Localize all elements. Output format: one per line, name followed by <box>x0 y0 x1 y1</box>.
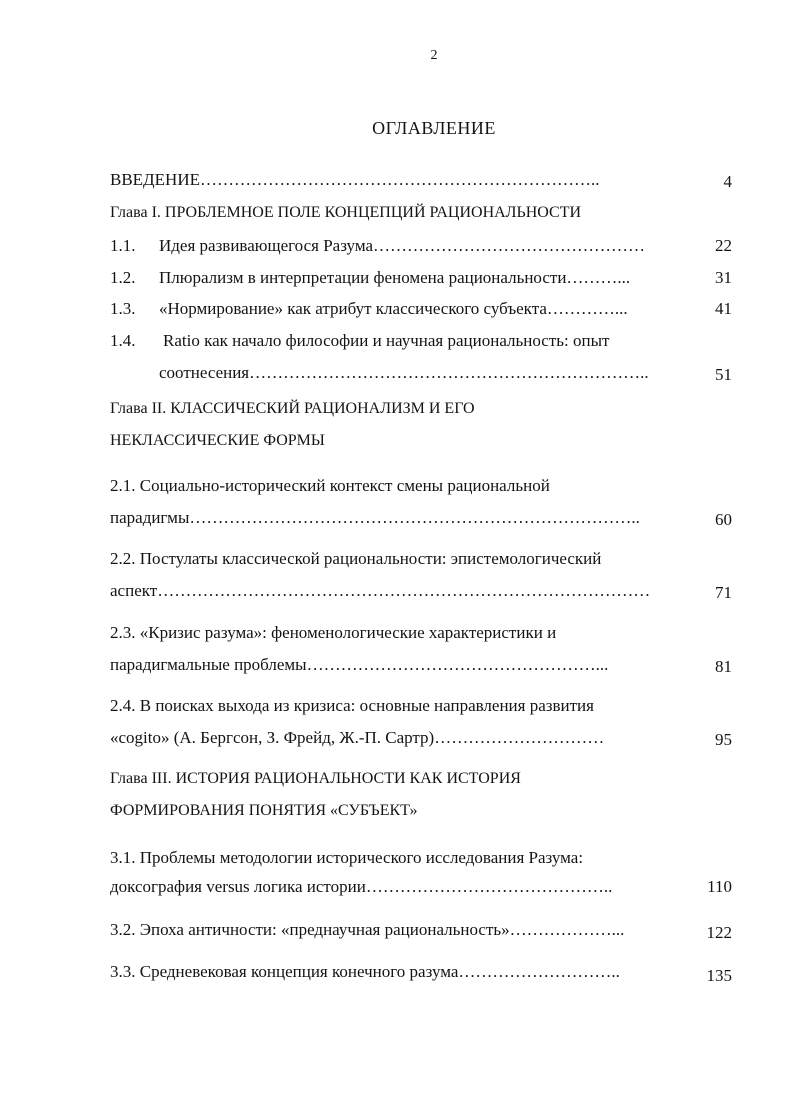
toc-chapter-heading-continued: ФОРМИРОВАНИЯ ПОНЯТИЯ «СУБЪЕКТ» <box>110 802 418 819</box>
toc-section-title: 2.1. Социально-исторический контекст смены рациональной <box>110 476 550 495</box>
toc-section-title: Плюрализм в интерпретации феномена рациональности………... <box>159 268 631 287</box>
toc-section-title: «Нормирование» как атрибут классического субъекта…………... <box>159 299 628 318</box>
toc-chapter-heading: Глава II. КЛАССИЧЕСКИЙ РАЦИОНАЛИЗМ И ЕГО <box>110 400 475 417</box>
toc-section-title-continued: парадигмы…………………………………………………………………….. <box>110 508 640 527</box>
toc-section-title: 3.3. Средневековая концепция конечного разума……………………….. <box>110 962 620 981</box>
toc-title: ОГЛАВЛЕНИЕ <box>372 118 496 138</box>
page-number: 2 <box>430 48 438 63</box>
toc-chapter-heading-continued: НЕКЛАССИЧЕСКИЕ ФОРМЫ <box>110 432 325 449</box>
toc-entry-introduction: ВВЕДЕНИЕ…………………………………………………………….. <box>110 170 600 189</box>
toc-page: 4 <box>723 172 732 191</box>
toc-section-title-continued: аспект…………………………………………………………………………… <box>110 581 651 600</box>
toc-page: 122 <box>706 923 732 942</box>
toc-section-number: 1.4. <box>110 331 136 350</box>
toc-page: 51 <box>715 365 732 384</box>
toc-section-title: 2.3. «Кризис разума»: феноменологические характеристики и <box>110 623 557 642</box>
toc-page: 135 <box>706 966 732 985</box>
toc-section-title: Ratio как начало философии и научная рациональность: опыт <box>163 331 610 350</box>
toc-section-title: 2.2. Постулаты классической рациональности: эпистемологический <box>110 549 602 568</box>
toc-section-title: Идея развивающегося Разума………………………………………… <box>159 236 646 255</box>
toc-section-title-continued: «cogito» (А. Бергсон, З. Фрейд, Ж.-П. Сартр)………………………… <box>110 728 605 747</box>
toc-section-title-continued: соотнесения…………………………………………………………….. <box>159 363 649 382</box>
toc-section-number: 1.3. <box>110 299 136 318</box>
toc-page: 22 <box>715 236 732 255</box>
toc-page: 31 <box>715 268 732 287</box>
toc-chapter-heading: Глава I. ПРОБЛЕМНОЕ ПОЛЕ КОНЦЕПЦИЙ РАЦИОНАЛЬНОСТИ <box>110 204 582 221</box>
toc-section-number: 1.1. <box>110 236 136 255</box>
toc-section-title-continued: парадигмальные проблемы……………………………………………... <box>110 655 609 674</box>
toc-page: 60 <box>715 510 732 529</box>
toc-page: 81 <box>715 657 732 676</box>
toc-section-title: 3.1. Проблемы методологии исторического исследования Разума: <box>110 848 584 867</box>
toc-page: 110 <box>707 877 732 896</box>
toc-page: 95 <box>715 730 732 749</box>
toc-section-number: 1.2. <box>110 268 136 287</box>
toc-page: 41 <box>715 299 732 318</box>
toc-section-title: 3.2. Эпоха античности: «преднаучная рациональность»………………... <box>110 920 625 939</box>
toc-page: 71 <box>715 583 732 602</box>
toc-section-title: 2.4. В поисках выхода из кризиса: основные направления развития <box>110 696 594 715</box>
toc-chapter-heading: Глава III. ИСТОРИЯ РАЦИОНАЛЬНОСТИ КАК ИСТОРИЯ <box>110 770 521 787</box>
toc-section-title-continued: доксография versus логика истории…………………………………….. <box>110 877 613 896</box>
